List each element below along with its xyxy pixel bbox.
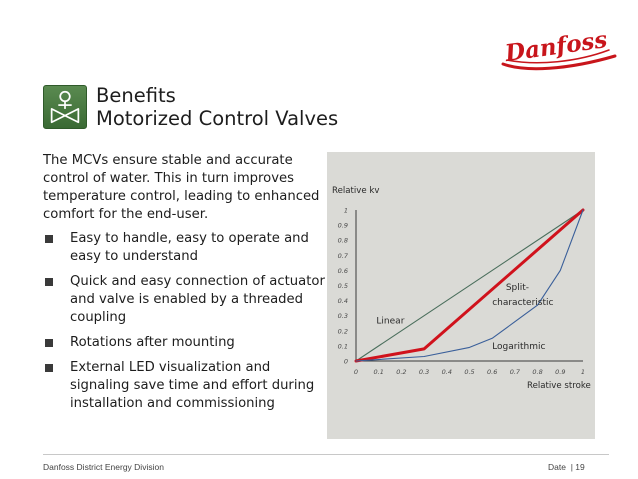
x-tick-label: 0.3: [418, 368, 430, 376]
benefit-item: [43, 334, 327, 352]
benefit-text: Rotations after mounting: [70, 335, 235, 350]
y-tick-label: 0.9: [337, 221, 348, 230]
slide-title-line-1: Benefits: [96, 84, 176, 107]
y-tick-label: 0: [343, 357, 348, 366]
square-bullet-icon: [45, 278, 53, 286]
x-tick-label: 0.2: [396, 368, 407, 376]
slide-body: [43, 152, 327, 420]
y-tick-label: 0.6: [337, 266, 348, 275]
x-axis-label: Relative stroke: [527, 381, 591, 391]
x-tick-label: 0.5: [464, 368, 475, 376]
benefit-list: [43, 230, 327, 413]
x-tick-label: 0.1: [373, 368, 384, 376]
x-tick-label: 1: [580, 368, 586, 376]
svg-text:Danfoss: Danfoss: [503, 26, 609, 68]
series-line: [356, 210, 583, 361]
footer-division: Danfoss District Energy Division: [43, 462, 164, 472]
danfoss-logo: [497, 18, 621, 72]
y-tick-label: 0.8: [337, 236, 348, 245]
footer-date: Date: [548, 462, 566, 472]
y-axis-label: Relative kv: [332, 186, 380, 196]
y-tick-label: 1: [343, 206, 348, 215]
square-bullet-icon: [45, 364, 53, 372]
valve-icon: [43, 85, 87, 129]
x-tick-label: 0.7: [509, 368, 521, 376]
slide-title: [96, 84, 338, 130]
footer-separator: |: [570, 462, 573, 472]
valve-characteristic-chart: [327, 152, 595, 439]
y-tick-label: 0.3: [337, 312, 348, 321]
y-tick-label: 0.2: [337, 327, 348, 336]
benefit-text: Quick and easy connection of actuator and valve is enabled by a threaded coupling: [70, 274, 325, 325]
y-tick-label: 0.1: [337, 342, 348, 351]
slide-title-line-2: Motorized Control Valves: [96, 107, 339, 130]
curve-annotation: Split-: [505, 283, 530, 294]
footer-page-number: 19: [575, 462, 585, 472]
x-tick-label: 0.6: [487, 368, 498, 376]
benefit-text: External LED visualization and signaling save time and effort during installation and commissioning: [70, 360, 315, 411]
footer-meta: [548, 462, 585, 472]
x-tick-label: 0: [353, 368, 359, 376]
benefit-text: Easy to handle, easy to operate and easy to understand: [70, 231, 309, 264]
y-tick-label: 0.5: [337, 282, 348, 290]
curve-annotation: Logarithmic: [492, 341, 546, 352]
square-bullet-icon: [45, 235, 53, 243]
footer-divider: [43, 454, 609, 455]
curve-annotation: characteristic: [492, 298, 554, 309]
y-tick-label: 0.7: [337, 251, 348, 260]
benefit-item: [43, 359, 327, 413]
benefit-item: [43, 273, 327, 327]
curve-annotation: Linear: [376, 316, 405, 327]
x-tick-label: 0.8: [532, 368, 543, 376]
danfoss-logo-graphic: [497, 18, 621, 72]
benefit-item: [43, 230, 327, 266]
square-bullet-icon: [45, 339, 53, 347]
x-tick-label: 0.4: [441, 368, 452, 376]
chart-canvas: [327, 152, 595, 439]
y-tick-label: 0.4: [337, 297, 348, 306]
intro-paragraph: The MCVs ensure stable and accurate control of water. This in turn improves temperature control, leading to enhanced comfort for the end-user.: [43, 153, 320, 222]
x-tick-label: 0.9: [555, 368, 566, 376]
